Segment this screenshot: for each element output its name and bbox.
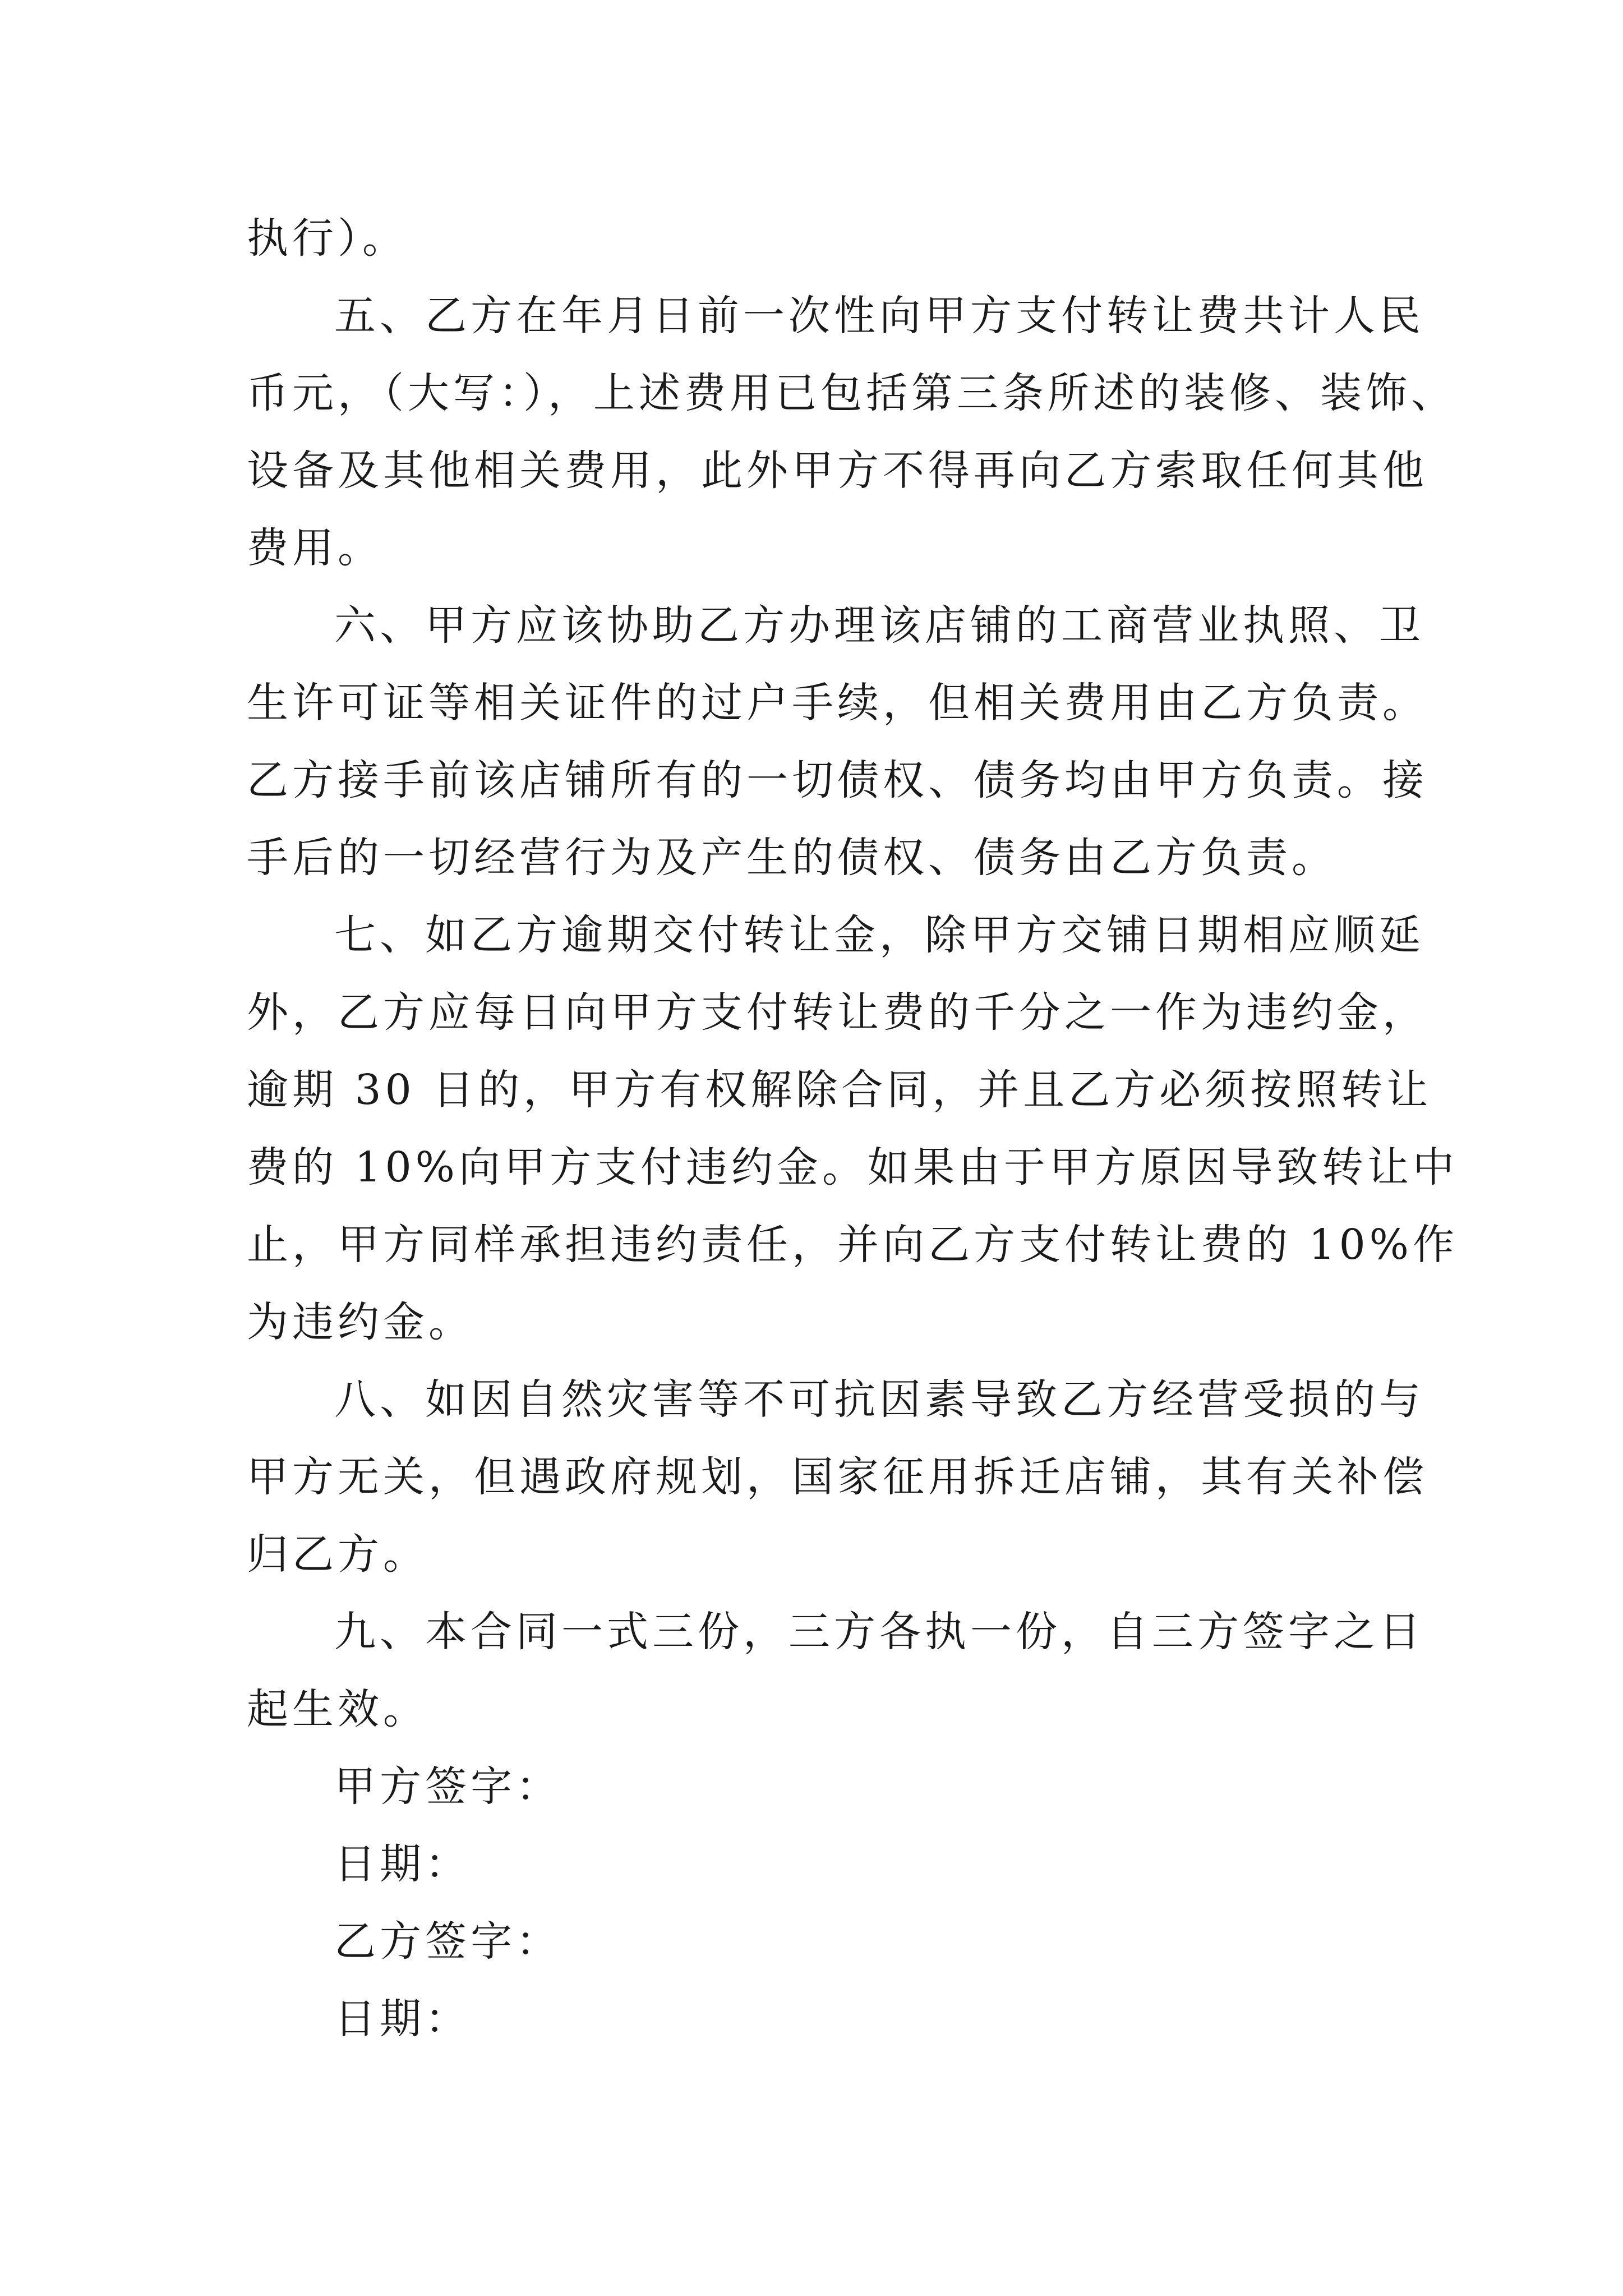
text-line: 止，甲方同样承担违约责任，并向乙方支付转让费的 10%作 <box>247 1221 1458 1269</box>
text-line: 为违约金。 <box>247 1298 474 1346</box>
text-line: 外，乙方应每日向甲方支付转让费的千分之一作为违约金， <box>247 988 1428 1037</box>
text-line: 六、甲方应该协助乙方办理该店铺的工商营业执照、卫 <box>334 601 1424 650</box>
text-line: 币元，（大写：），上述费用已包括第三条所述的装修、装饰、 <box>247 369 1456 417</box>
text-line: 甲方无关，但遇政府规划，国家征用拆迁店铺，其有关补偿 <box>247 1453 1428 1501</box>
text-line: 乙方接手前该店铺所有的一切债权、债务均由甲方负责。接 <box>247 756 1428 804</box>
text-line: 归乙方。 <box>247 1530 428 1579</box>
text-line: 执行）。 <box>247 214 408 263</box>
text-line: 五、乙方在年月日前一次性向甲方支付转让费共计人民 <box>334 292 1424 340</box>
text-line: 费用。 <box>247 524 383 572</box>
text-line: 九、本合同一式三份，三方各执一份，自三方签字之日 <box>334 1608 1424 1656</box>
text-line: 设备及其他相关费用，此外甲方不得再向乙方索取任何其他 <box>247 447 1428 495</box>
text-line: 日期： <box>334 1995 471 2043</box>
document-body <box>247 200 1458 2058</box>
text-line: 乙方签字： <box>334 1917 561 1966</box>
text-line: 八、如因自然灾害等不可抗因素导致乙方经营受损的与 <box>334 1375 1424 1424</box>
text-line: 起生效。 <box>247 1685 428 1733</box>
text-line: 手后的一切经营行为及产生的债权、债务由乙方负责。 <box>247 834 1337 882</box>
text-line: 七、如乙方逾期交付转让金，除甲方交铺日期相应顺延 <box>334 911 1424 959</box>
text-line: 日期： <box>334 1840 471 1888</box>
text-line: 甲方签字： <box>334 1763 561 1811</box>
text-line: 费的 10%向甲方支付违约金。如果由于甲方原因导致转让中 <box>247 1143 1458 1191</box>
text-line: 逾期 30 日的，甲方有权解除合同，并且乙方必须按照转让 <box>247 1066 1432 1114</box>
text-line: 生许可证等相关证件的过户手续，但相关费用由乙方负责。 <box>247 679 1428 727</box>
